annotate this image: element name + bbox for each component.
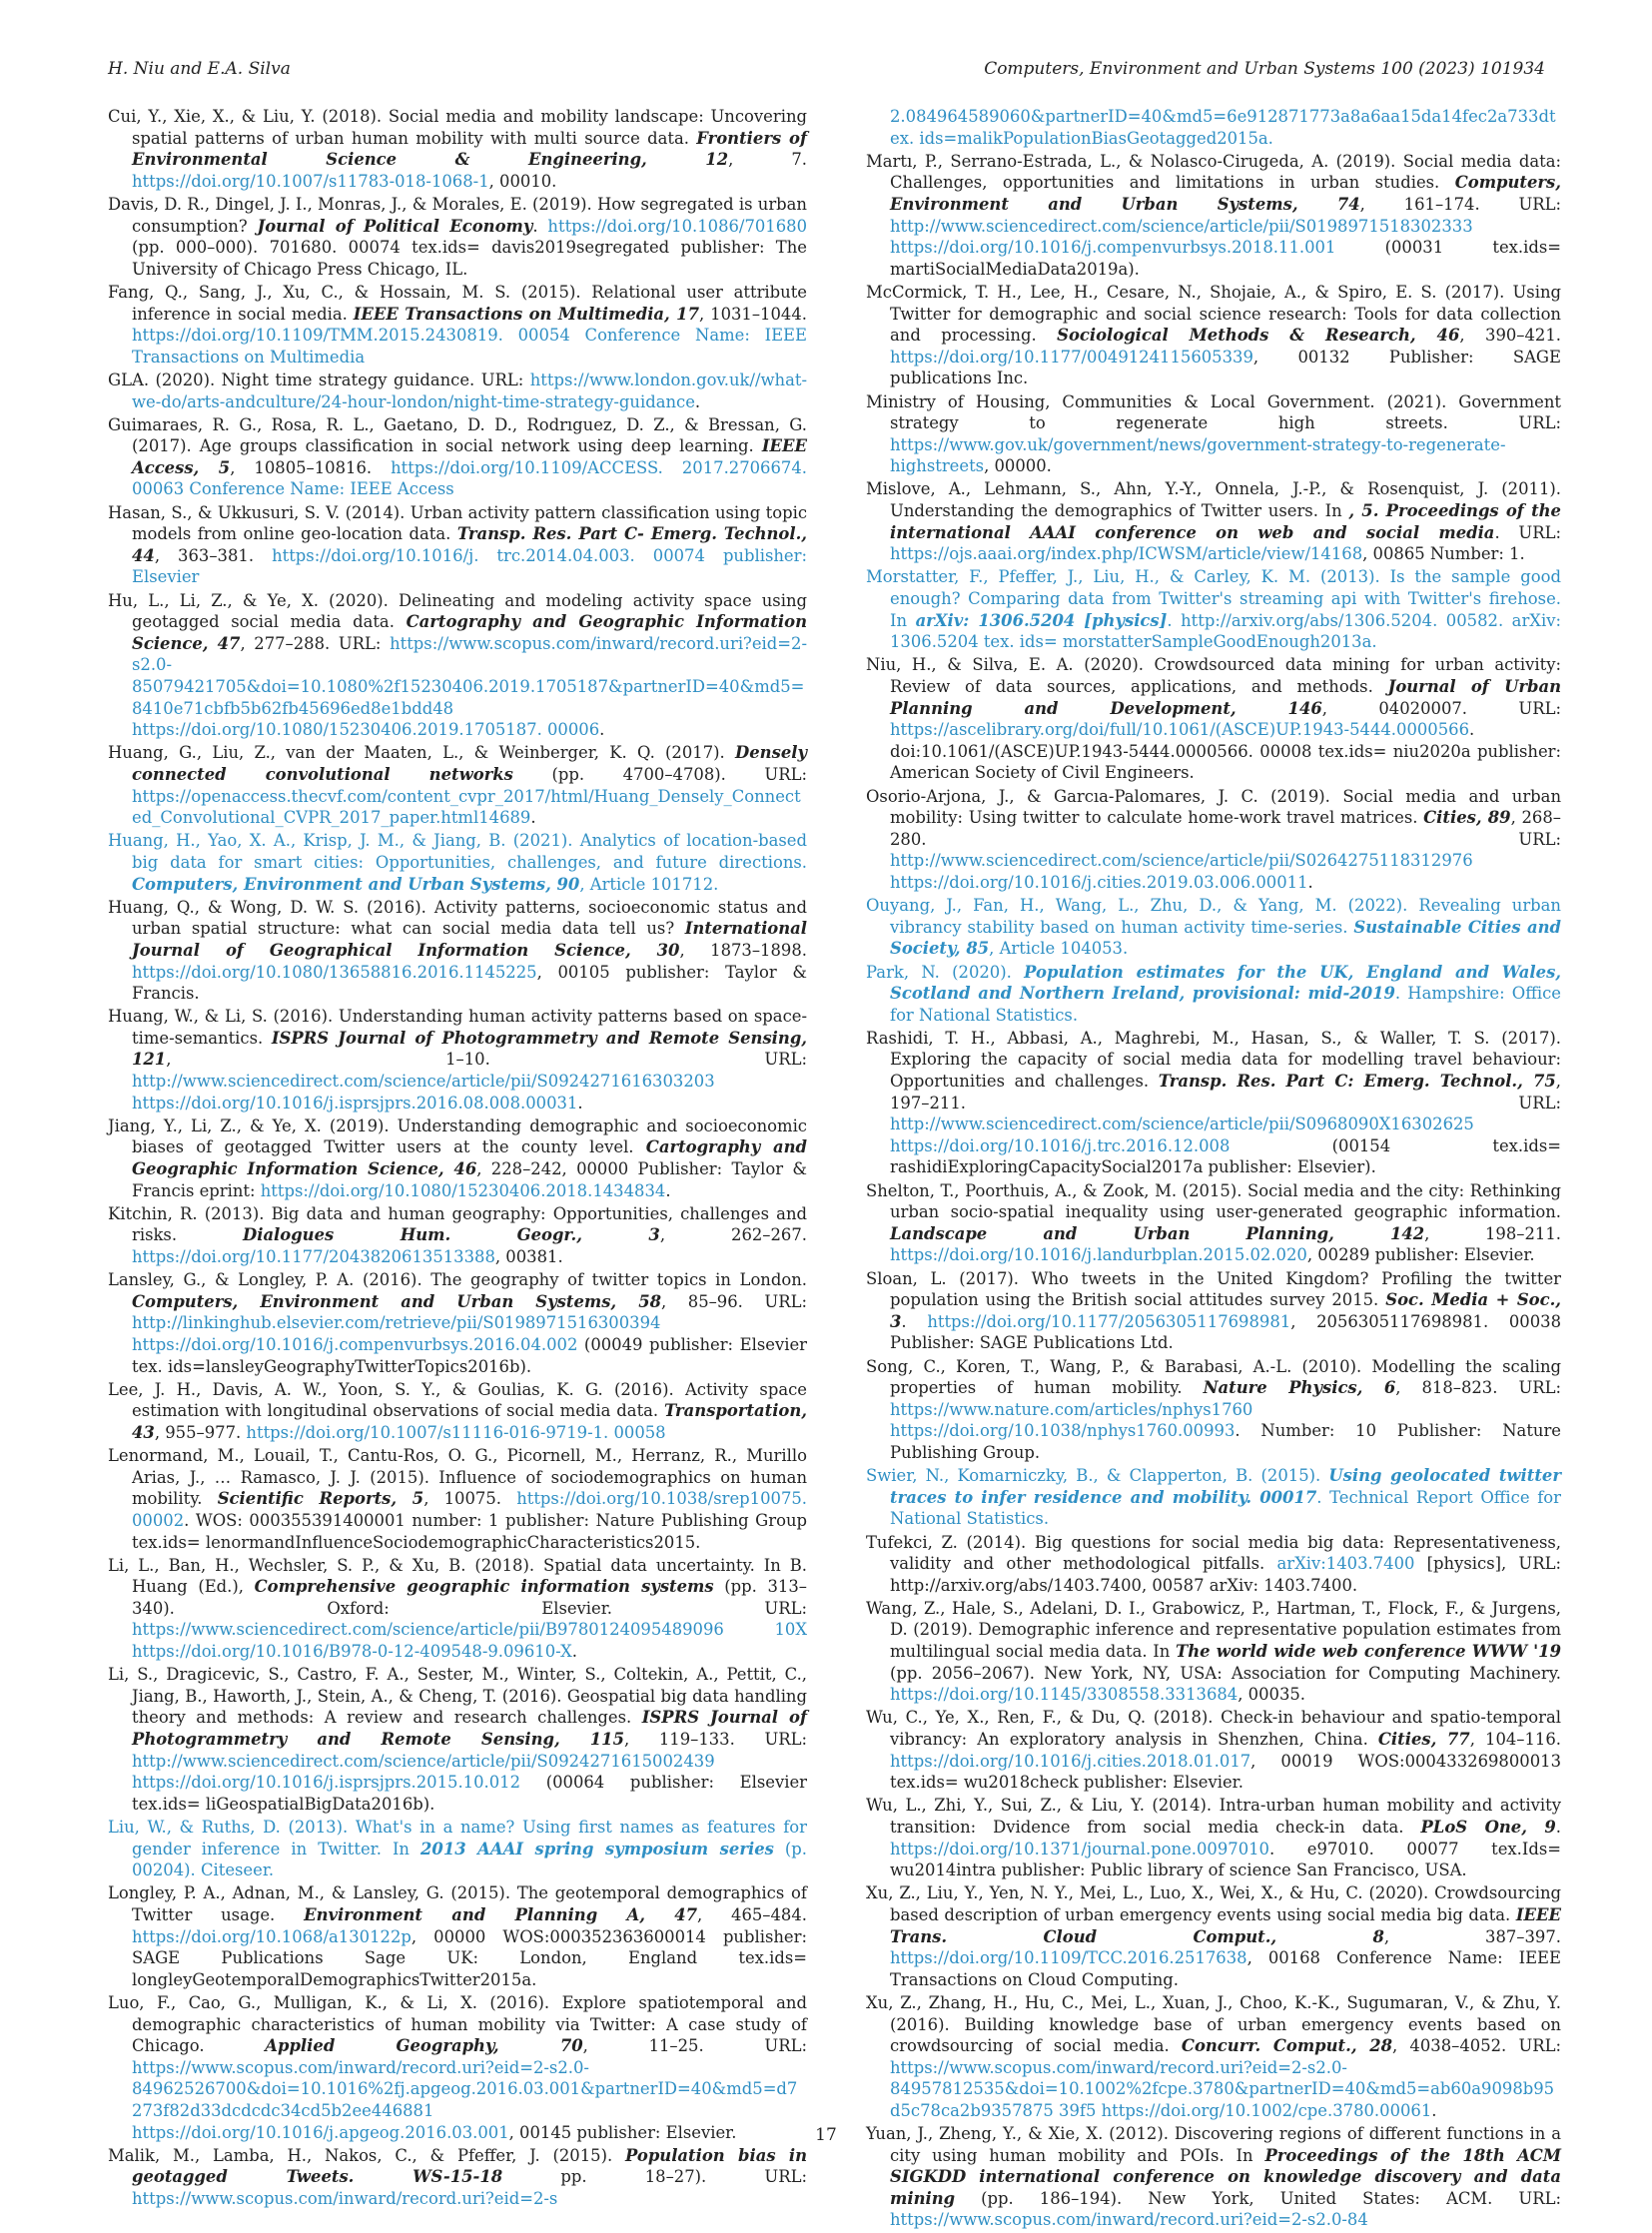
reference-entry: [108, 1445, 807, 1553]
reference-text: , 4038–4052. URL:: [1392, 2036, 1562, 2056]
reference-link[interactable]: https://doi.org/10.1177/2043820613513388: [132, 1247, 495, 1266]
reference-entry: [108, 1555, 807, 1663]
reference-link[interactable]: https://doi.org/10.1086/701680: [547, 216, 808, 236]
reference-source: Cities, 89: [1423, 808, 1511, 828]
reference-text: , 268–280. URL:: [890, 808, 1561, 849]
reference-link[interactable]: https://openaccess.thecvf.com/content_cvpr_2017/html/Huang_Densely_Connected_Convolutional_CVPR_2017_paper.html14689: [132, 786, 801, 828]
reference-text: .: [530, 808, 536, 828]
references-right-column: [866, 106, 1561, 2233]
reference-link[interactable]: https://ojs.aaai.org/index.php/ICWSM/article/view/14168: [890, 544, 1363, 564]
reference-entry: [866, 1795, 1561, 1880]
reference-text: , 104–116.: [1469, 1730, 1561, 1750]
reference-entry: [866, 151, 1561, 281]
reference-source: Computers, Environment and Urban Systems, 90: [132, 874, 580, 894]
reference-entry: [108, 1269, 807, 1377]
reference-text: Morstatter, F., Pfeffer, J., Liu, H., & Carley, K. M. (2013). Is the sample good enough? Comparing data from Twitter's streaming api with Twitter's firehose. In: [866, 567, 1561, 630]
reference-text: . http://arxiv.org/abs/1306.5204. 00582. arXiv: 1306.5204 tex. ids= morstatterSampleGoodEnough2013a.: [890, 610, 1561, 652]
reference-text: (00031 tex.ids= martiSocialMediaData2019a).: [890, 238, 1561, 279]
reference-link[interactable]: https://doi.org/10.1068/a130122p: [132, 1926, 412, 1946]
reference-entry[interactable]: [866, 1465, 1561, 1530]
reference-entry: [866, 1356, 1561, 1464]
reference-entry: [108, 1379, 807, 1444]
reference-entry: [108, 1882, 807, 1990]
reference-text: . Number: 10 Publisher: Nature Publishing Group.: [890, 1421, 1561, 1462]
reference-text: Xu, Z., Liu, Y., Yen, N. Y., Mei, L., Luo, X., Wei, X., & Hu, C. (2020). Crowdsourcing based description of urban emergency events using social media big data.: [866, 1883, 1561, 1924]
reference-text: McCormick, T. H., Lee, H., Cesare, N., Shojaie, A., & Spiro, E. S. (2017). Using Twitter for demographic and social science research: Tools for data collection and processing.: [866, 282, 1561, 346]
reference-text: , 161–174. URL:: [1359, 194, 1562, 214]
reference-entry[interactable]: [108, 1817, 807, 1881]
reference-source: Transp. Res. Part C- Emerg. Technol., 44: [132, 524, 807, 565]
reference-text: Song, C., Koren, T., Wang, P., & Barabasi, A.-L. (2010). Modelling the scaling properties of human mobility.: [866, 1356, 1561, 1398]
reference-text: , 262–267.: [659, 1225, 807, 1245]
reference-entry: [866, 654, 1561, 784]
reference-link[interactable]: https://www.gov.uk/government/news/government-strategy-to-regenerate-highstreets: [890, 434, 1506, 476]
reference-source: Dialogues Hum. Geogr., 3: [243, 1225, 660, 1245]
reference-text: Fang, Q., Sang, J., Xu, C., & Hossain, M. S. (2015). Relational user attribute inference in social media.: [108, 282, 807, 324]
reference-continuation: [866, 106, 1561, 149]
reference-source: Sustainable Cities and Society, 85: [890, 917, 1561, 959]
reference-entry: [108, 1992, 807, 2143]
reference-text: Hu, L., Li, Z., & Ye, X. (2020). Delineating and modeling activity space using geotagged social media data.: [108, 590, 807, 632]
reference-text: , 1031–1044.: [699, 304, 807, 324]
reference-link[interactable]: https://www.nature.com/articles/nphys1760 https://doi.org/10.1038/nphys1760.00993: [890, 1399, 1253, 1441]
reference-text: . URL:: [1494, 522, 1561, 542]
reference-text: .: [1431, 2100, 1437, 2120]
reference-source: The world wide web conference WWW '19: [1176, 1642, 1561, 1662]
reference-text: .: [901, 1311, 928, 1331]
reference-link[interactable]: http://www.sciencedirect.com/science/article/pii/S0924271616303203 https://doi.org/10.1016/j.isprsjprs.2016.08.008.00031: [132, 1072, 715, 1113]
reference-link[interactable]: http://linkinghub.elsevier.com/retrieve/pii/S0198971516300394 https://doi.org/10.1016/j.compenvurbsys.2016.04.002: [132, 1313, 661, 1354]
reference-text: (00049 publisher: Elsevier tex. ids=lansleyGeographyTwitterTopics2016b).: [132, 1334, 807, 1376]
reference-text: . WOS: 000355391400001 number: 1 publisher: Nature Publishing Group tex.ids= lenormandInfluenceSociodemographicCharacteristics2015.: [132, 1510, 807, 1552]
reference-source: Nature Physics, 6: [1203, 1378, 1396, 1398]
reference-text: , 00010.: [488, 171, 557, 191]
reference-text: Malik, M., Lamba, H., Nakos, C., & Pfeffer, J. (2015).: [108, 2145, 626, 2165]
reference-entry: [108, 502, 807, 588]
reference-text: Kitchin, R. (2013). Big data and human geography: Opportunities, challenges and risks.: [108, 1203, 807, 1245]
reference-text: Wu, C., Ye, X., Ren, F., & Du, Q. (2018). Check-in behaviour and spatio-temporal vibrancy: An exploratory analysis in Shenzhen, China.: [866, 1708, 1561, 1750]
reference-text: , 277–288. URL:: [240, 633, 391, 653]
reference-text: , 10075.: [423, 1489, 517, 1509]
reference-entry: [108, 742, 807, 828]
reference-entry: [866, 391, 1561, 477]
reference-source: Transp. Res. Part C: Emerg. Technol., 75: [1158, 1072, 1556, 1092]
reference-source: Applied Geography, 70: [265, 2036, 583, 2056]
reference-link[interactable]: https://doi.org/10.1109/TMM.2015.2430819. 00054 Conference Name: IEEE Transactions on Multimedia: [132, 326, 807, 367]
reference-entry: [866, 1882, 1561, 1990]
reference-text: Liu, W., & Ruths, D. (2013). What's in a name? Using first names as features for gender inference in Twitter. In: [108, 1818, 807, 1859]
reference-entry: [108, 2145, 807, 2210]
reference-source: ISPRS Journal of Photogrammetry and Remote Sensing, 115: [132, 1708, 808, 1750]
reference-source: Environment and Planning A, 47: [304, 1904, 698, 1924]
reference-text: Martı, P., Serrano-Estrada, L., & Nolasco-Cirugeda, A. (2019). Social media data: Challenges, opportunities and limitations in urban studies.: [866, 151, 1561, 193]
reference-text: Lee, J. H., Davis, A. W., Yoon, S. Y., & Goulias, K. G. (2016). Activity space estimation with longitudinal observations of social media data.: [108, 1379, 807, 1421]
reference-text: (pp. 000–000). 701680. 00074 tex.ids= davis2019segregated publisher: The University of Chicago Press Chicago, IL.: [132, 238, 807, 279]
reference-link[interactable]: arXiv:1403.7400: [1276, 1554, 1415, 1574]
reference-source: Cartography and Geographic Information Science, 47: [132, 612, 807, 653]
reference-source: Computers, Environment and Urban Systems, 58: [132, 1291, 661, 1311]
reference-text: Davis, D. R., Dingel, J. I., Monras, J., & Morales, E. (2019). How segregated is urban consumption?: [108, 194, 807, 236]
reference-text: Li, S., Dragicevic, S., Castro, F. A., Sester, M., Winter, S., Coltekin, A., Pettit, C., Jiang, B., Haworth, J., Stein, A., & Cheng, T. (2016). Geospatial big data handling theory and methods: A review and research challenges.: [108, 1665, 807, 1728]
page-number: 17: [815, 2125, 837, 2145]
reference-text: Tufekci, Z. (2014). Big questions for social media big data: Representativeness, validity and other methodological pitfalls.: [866, 1532, 1561, 1574]
reference-text: Hasan, S., & Ukkusuri, S. V. (2014). Urban activity pattern classification using topic models from online geo-location data.: [108, 502, 807, 544]
reference-text: Huang, Q., & Wong, D. W. S. (2016). Activity patterns, socioeconomic status and urban spatial structure: what can social media data tell us?: [108, 897, 807, 939]
reference-text: (pp. 4700–4708). URL:: [512, 764, 807, 784]
reference-source: Soc. Media + Soc., 3: [890, 1290, 1561, 1331]
reference-text: , 11–25. URL:: [582, 2036, 807, 2056]
reference-text: . Technical Report Office for National Statistics.: [890, 1487, 1561, 1529]
reference-source: , 5. Proceedings of the international AAAI conference on web and social media: [890, 501, 1561, 542]
reference-text: Niu, H., & Silva, E. A. (2020). Crowdsourced data mining for urban activity: Review of data sources, applications, and methods.: [866, 655, 1561, 696]
reference-source: Cartography and Geographic Information Science, 46: [132, 1137, 807, 1179]
reference-text: Swier, N., Komarniczky, B., & Clapperton, B. (2015).: [866, 1466, 1329, 1486]
reference-source: ISPRS Journal of Photogrammetry and Remote Sensing, 121: [132, 1028, 807, 1070]
reference-text: Huang, W., & Li, S. (2016). Understanding human activity patterns based on space-time-semantics.: [108, 1007, 807, 1048]
reference-source: Journal of Urban Planning and Development, 146: [890, 677, 1562, 718]
reference-text: , 00000 WOS:000352363600014 publisher: SAGE Publications Sage UK: London, England tex.ids= longleyGeotemporalDemographicsTwitter2015a.: [132, 1926, 807, 1989]
reference-text: , Article 104053.: [989, 939, 1129, 959]
reference-source: Scientific Reports, 5: [217, 1489, 424, 1509]
reference-text: (pp. 2056–2067). New York, NY, USA: Association for Computing Machinery.: [890, 1663, 1561, 1683]
reference-link[interactable]: http://www.sciencedirect.com/science/article/pii/S0264275118312976 https://doi.org/10.1016/j.cities.2019.03.006.00011: [890, 851, 1473, 892]
reference-entry: [108, 194, 807, 280]
reference-text: , 00035.: [1238, 1685, 1306, 1705]
reference-text: Cui, Y., Xie, X., & Liu, Y. (2018). Social media and mobility landscape: Uncovering spatial patterns of urban human mobility with multi source data.: [108, 107, 807, 148]
reference-entry[interactable]: [108, 830, 807, 895]
reference-text: , 7.: [728, 150, 807, 170]
reference-text: . doi:10.1061/(ASCE)UP.1943-5444.0000566. 00008 tex.ids= niu2020a publisher: American Society of Civil Engineers.: [890, 720, 1561, 783]
reference-text: , 00381.: [494, 1247, 563, 1266]
reference-text: Ouyang, J., Fan, H., Wang, L., Zhu, D., & Yang, M. (2022). Revealing urban vibrancy stability based on human activity time-series.: [866, 896, 1561, 937]
reference-link[interactable]: https://doi.org/10.1016/j. trc.2014.04.003. 00074 publisher: Elsevier: [132, 545, 807, 587]
reference-entry: [866, 478, 1561, 564]
reference-entry: [866, 1180, 1561, 1266]
reference-text: , 00289 publisher: Elsevier.: [1306, 1245, 1535, 1265]
reference-source: Journal of Political Economy: [257, 216, 533, 236]
reference-link[interactable]: https://www.scopus.com/inward/record.uri?eid=2-s2.0-85079421705&doi=10.1080%2f15230406.2019.1705187&partnerID=40&md5=8410e71cbfb5b62fb45696ed8e1bdd48 https://doi.org/10.1080/15230406.2019.1705187. 00006: [132, 633, 807, 740]
reference-source: IEEE Access, 5: [132, 436, 807, 477]
reference-text: , 10805–10816.: [230, 457, 392, 477]
reference-text: , 1–10. URL:: [166, 1050, 807, 1070]
reference-text: Guimaraes, R. G., Rosa, R. L., Gaetano, D. D., Rodrıguez, D. Z., & Bressan, G. (2017). Age groups classification in social network using deep learning.: [108, 414, 807, 456]
reference-link[interactable]: https://www.scopus.com/inward/record.uri?eid=2-s2.0-84: [890, 2210, 1368, 2230]
reference-link[interactable]: https://doi.org/10.1177/2056305117698981: [927, 1311, 1291, 1331]
reference-text: GLA. (2020). Night time strategy guidance. URL:: [108, 370, 530, 389]
reference-text: Rashidi, T. H., Abbasi, A., Maghrebi, M., Hasan, S., & Waller, T. S. (2017). Exploring the capacity of social media data for modelling travel behaviour: Opportunities and challenges.: [866, 1028, 1561, 1092]
reference-link[interactable]: http://www.sciencedirect.com/science/article/pii/S0198971518302333 https://doi.org/10.1016/j.compenvurbsys.2018.11.001: [890, 216, 1473, 258]
reference-entry: [866, 1707, 1561, 1793]
reference-link[interactable]: https://doi.org/10.1080/13658816.2016.1145225: [132, 962, 537, 982]
reference-text: .: [694, 391, 701, 411]
reference-text: , 387–397.: [1383, 1926, 1561, 1946]
reference-text: , 1873–1898.: [679, 940, 807, 960]
reference-text: , 2056305117698981. 00038 Publisher: SAGE Publications Ltd.: [890, 1311, 1561, 1353]
reference-text: Ministry of Housing, Communities & Local Government. (2021). Government strategy to regenerate high streets. URL:: [866, 391, 1561, 433]
reference-text: Wu, L., Zhi, Y., Sui, Z., & Liu, Y. (2014). Intra-urban human mobility and activity transition: Dvidence from social media check-in data.: [866, 1796, 1561, 1837]
reference-entry: [108, 1203, 807, 1268]
reference-entry: [866, 282, 1561, 389]
reference-text: .: [571, 1642, 577, 1662]
reference-text: (pp. 313–340). Oxford: Elsevier. URL:: [132, 1577, 807, 1618]
reference-source: Landscape and Urban Planning, 142: [890, 1223, 1425, 1243]
reference-link[interactable]: http://www.sciencedirect.com/science/article/pii/S0968090X16302625 https://doi.org/10.1016/j.trc.2016.12.008: [890, 1115, 1474, 1155]
reference-entry[interactable]: [866, 566, 1561, 652]
reference-text: Wang, Z., Hale, S., Adelani, D. I., Grabowicz, P., Hartman, T., Flock, F., & Jurgens, D. (2019). Demographic inference and representative population estimates from multilingual social media data. In: [866, 1598, 1561, 1662]
reference-text: Xu, Z., Zhang, H., Hu, C., Mei, L., Xuan, J., Choo, K.-K., Sugumaran, V., & Zhu, Y. (2016). Building knowledge base of urban emergency events based on crowdsourcing of social media.: [866, 1992, 1561, 2056]
reference-text: Huang, G., Liu, Z., van der Maaten, L., & Weinberger, K. Q. (2017).: [108, 743, 736, 763]
reference-source: Population estimates for the UK, England and Wales, Scotland and Northern Ireland, provisional: mid-2019: [890, 962, 1562, 1004]
reference-text: [physics], URL: http://arxiv.org/abs/1403.7400, 00587 arXiv: 1403.7400.: [890, 1554, 1561, 1595]
reference-text: .: [1307, 872, 1313, 892]
reference-source: IEEE Transactions on Multimedia, 17: [353, 304, 699, 324]
reference-source: 2013 AAAI spring symposium series: [420, 1839, 774, 1859]
reference-text: .: [1555, 1818, 1561, 1837]
reference-text: , 00105 publisher: Taylor & Francis.: [132, 962, 807, 1004]
reference-text: (pp. 186–194). New York, United States: ACM. URL:: [955, 2188, 1561, 2208]
reference-text: Lenormand, M., Louail, T., Cantu-Ros, O. G., Picornell, M., Herranz, R., Murillo Arias, J., … Ramasco, J. J. (2015). Influence of sociodemographics on human mobility.: [108, 1446, 807, 1509]
reference-text: Luo, F., Cao, G., Mulligan, K., & Li, X. (2016). Explore spatiotemporal and demographic characteristics of human mobility via Twitter: A case study of Chicago.: [108, 1992, 807, 2056]
reference-source: Proceedings of the 18th ACM SIGKDD international conference on knowledge discovery and data mining: [890, 2145, 1561, 2208]
reference-source: Cities, 77: [1377, 1730, 1470, 1750]
reference-entry: [108, 1664, 807, 1815]
reference-link[interactable]: 2.084964589060&partnerID=40&md5=6e912871773a8a6aa15da14fec2a733dtex. ids=malikPopulationBiasGeotagged2015a.: [890, 107, 1556, 148]
reference-text: , 197–211. URL:: [890, 1072, 1561, 1113]
reference-source: Concurr. Comput., 28: [1181, 2036, 1393, 2056]
reference-text: , 818–823. URL:: [1395, 1378, 1562, 1398]
reference-link[interactable]: https://doi.org/10.1016/j.landurbplan.2015.02.020: [890, 1245, 1307, 1265]
reference-text: .: [665, 1180, 671, 1200]
reference-text: .: [599, 720, 605, 740]
reference-source: Using geolocated twitter traces to infer residence and mobility. 00017: [890, 1466, 1561, 1507]
reference-text: , 465–484.: [697, 1904, 807, 1924]
reference-text: , 00145 publisher: Elsevier.: [508, 2122, 737, 2142]
reference-source: Computers, Environment and Urban Systems, 74: [890, 173, 1561, 214]
reference-text: .: [577, 1093, 583, 1113]
reference-text: Park, N. (2020).: [866, 962, 1025, 982]
reference-text: Osorio-Arjona, J., & Garcıa-Palomares, J. C. (2019). Social media and urban mobility: Using twitter to calculate home-work travel matrices.: [866, 786, 1561, 828]
reference-text: (00154 tex.ids= rashidiExploringCapacitySocial2017a publisher: Elsevier).: [890, 1135, 1561, 1177]
reference-entry: [108, 370, 807, 412]
reference-entry: [108, 590, 807, 741]
reference-text: Huang, H., Yao, X. A., Krisp, J. M., & Jiang, B. (2021). Analytics of location-based big data for smart cities: Opportunities, challenges, and future directions.: [108, 831, 807, 872]
reference-text: , 955–977.: [154, 1422, 247, 1442]
reference-entry: [866, 1268, 1561, 1354]
reference-link[interactable]: http://www.sciencedirect.com/science/article/pii/S0924271615002439 https://doi.org/10.1016/j.isprsjprs.2015.10.012: [132, 1751, 715, 1793]
reference-link[interactable]: https://doi.org/10.1177/0049124115605339: [890, 347, 1253, 367]
reference-text: (p. 00204). Citeseer.: [132, 1839, 807, 1880]
reference-source: PLoS One, 9: [1420, 1818, 1556, 1837]
reference-entry: [108, 1116, 807, 1201]
reference-entry: [866, 1992, 1561, 2122]
reference-source: Population bias in geotagged Tweets. WS-15-18: [132, 2145, 808, 2187]
reference-text: , 00019 WOS:000433269800013 tex.ids= wu2018check publisher: Elsevier.: [890, 1751, 1561, 1793]
reference-text: , 00168 Conference Name: IEEE Transactions on Cloud Computing.: [890, 1948, 1561, 1989]
reference-entry: [108, 282, 807, 368]
reference-text: .: [532, 216, 548, 236]
reference-text: , 85–96. URL:: [661, 1291, 807, 1311]
reference-text: Longley, P. A., Adnan, M., & Lansley, G. (2015). The geotemporal demographics of Twitter usage.: [108, 1883, 807, 1924]
reference-text: , 04020007. URL:: [1321, 698, 1561, 718]
reference-link[interactable]: https://doi.org/10.1371/journal.pone.0097010: [890, 1839, 1269, 1859]
reference-link[interactable]: https://doi.org/10.1038/srep10075. 00002: [132, 1489, 808, 1530]
references-left-column: [108, 106, 807, 2211]
reference-entry: [866, 1028, 1561, 1178]
reference-text: Yuan, J., Zheng, Y., & Xie, X. (2012). Discovering regions of different functions in a city using human mobility and POIs. In: [866, 2124, 1561, 2165]
reference-text: , 228–242, 00000 Publisher: Taylor & Francis eprint:: [132, 1159, 807, 1200]
reference-link[interactable]: https://doi.org/10.1007/s11116-016-9719-1. 00058: [246, 1422, 666, 1442]
reference-text: Shelton, T., Poorthuis, A., & Zook, M. (2015). Social media and the city: Rethinking urban socio-spatial inequality using user-generated geographic information.: [866, 1180, 1561, 1222]
reference-source: International Journal of Geographical Information Science, 30: [132, 919, 807, 960]
reference-link[interactable]: https://www.london.gov.uk//what-we-do/arts-andculture/24-hour-london/night-time-strategy-guidance: [132, 370, 807, 411]
reference-text: , 198–211.: [1424, 1223, 1561, 1243]
reference-entry: [108, 897, 807, 1005]
reference-source: Frontiers of Environmental Science & Engineering, 12: [132, 128, 807, 170]
reference-entry: [108, 1006, 807, 1114]
reference-source: Comprehensive geographic information systems: [254, 1577, 714, 1597]
running-header-authors: H. Niu and E.A. Silva: [108, 59, 291, 79]
reference-source: arXiv: 1306.5204 [physics]: [915, 610, 1168, 630]
reference-text: , 390–421.: [1459, 326, 1561, 346]
reference-source: Densely connected convolutional networks: [132, 743, 807, 784]
reference-text: Mislove, A., Lehmann, S., Ahn, Y.-Y., Onnela, J.-P., & Rosenquist, J. (2011). Understanding the demographics of Twitter users. In: [866, 479, 1561, 521]
reference-text: (00064 publisher: Elsevier tex.ids= liGeospatialBigData2016b).: [132, 1773, 807, 1814]
reference-link[interactable]: https://ascelibrary.org/doi/full/10.1061/(ASCE)UP.1943-5444.0000566: [890, 720, 1470, 740]
reference-text: , 00132 Publisher: SAGE publications Inc.: [890, 347, 1561, 388]
reference-text: Li, L., Ban, H., Wechsler, S. P., & Xu, B. (2018). Spatial data uncertainty. In B. Huang (Ed.),: [108, 1555, 807, 1597]
reference-entry: [108, 106, 807, 192]
reference-text: Jiang, Y., Li, Z., & Ye, X. (2019). Understanding demographic and socioeconomic biases of geotagged Twitter users at the county level.: [108, 1116, 807, 1157]
reference-link[interactable]: https://www.scopus.com/inward/record.uri?eid=2-s2.0-84957812535&doi=10.1002%2fcpe.3780&partnerID=40&md5=ab60a9098b95d5c78ca2b9357875 39f5 https://doi.org/10.1002/cpe.3780.00061: [890, 2057, 1555, 2120]
reference-text: pp. 18–27). URL:: [502, 2167, 807, 2187]
reference-entry: [866, 1598, 1561, 1706]
reference-link[interactable]: https://doi.org/10.1109/ACCESS. 2017.2706674. 00063 Conference Name: IEEE Access: [132, 457, 807, 499]
reference-link[interactable]: https://www.scopus.com/inward/record.uri?eid=2-s2.0-84962526700&doi=10.1016%2fj.apgeog.2016.03.001&partnerID=40&md5=d7273f82d33dcdcdc34cd5b2ee446881 https://doi.org/10.1016/j.apgeog.2016.03.001: [132, 2057, 798, 2142]
reference-entry: [866, 1532, 1561, 1597]
reference-source: Transportation, 43: [132, 1401, 807, 1442]
reference-entry: [866, 786, 1561, 894]
running-header-journal: Computers, Environment and Urban Systems 100 (2023) 101934: [984, 59, 1545, 79]
reference-text: Lansley, G., & Longley, P. A. (2016). The geography of twitter topics in London.: [108, 1270, 807, 1290]
reference-text: , Article 101712.: [579, 874, 719, 894]
reference-text: Sloan, L. (2017). Who tweets in the United Kingdom? Profiling the twitter population using the British social attitudes survey 2015.: [866, 1268, 1561, 1310]
reference-link[interactable]: https://doi.org/10.1007/s11783-018-1068-1: [132, 171, 489, 191]
reference-entry[interactable]: [866, 962, 1561, 1027]
reference-link[interactable]: https://doi.org/10.1109/TCC.2016.2517638: [890, 1948, 1247, 1968]
reference-link[interactable]: https://www.scopus.com/inward/record.uri?eid=2-s: [132, 2188, 558, 2208]
reference-link[interactable]: https://doi.org/10.1080/15230406.2018.1434834: [260, 1180, 666, 1200]
reference-link[interactable]: https://www.sciencedirect.com/science/article/pii/B9780124095489096 10X https://doi.org/10.1016/B978-0-12-409548-9.09610-X: [132, 1620, 807, 1662]
reference-entry: [108, 414, 807, 500]
reference-text: . e97010. 00077 tex.Ids= wu2014intra publisher: Public library of science San Francisco, USA.: [890, 1839, 1561, 1880]
reference-text: , 119–133. URL:: [624, 1730, 807, 1750]
reference-link[interactable]: https://doi.org/10.1016/j.cities.2018.01.017: [890, 1751, 1251, 1771]
reference-text: , 00000.: [984, 456, 1052, 476]
reference-entry[interactable]: [866, 895, 1561, 960]
reference-link[interactable]: https://doi.org/10.1145/3308558.3313684: [890, 1685, 1239, 1705]
reference-text: . Hampshire: Office for National Statistics.: [890, 984, 1561, 1025]
reference-text: , 363–381.: [154, 545, 273, 565]
reference-text: , 00865 Number: 1.: [1362, 544, 1525, 564]
reference-source: Sociological Methods & Research, 46: [1057, 326, 1460, 346]
reference-source: IEEE Trans. Cloud Comput., 8: [890, 1904, 1561, 1946]
